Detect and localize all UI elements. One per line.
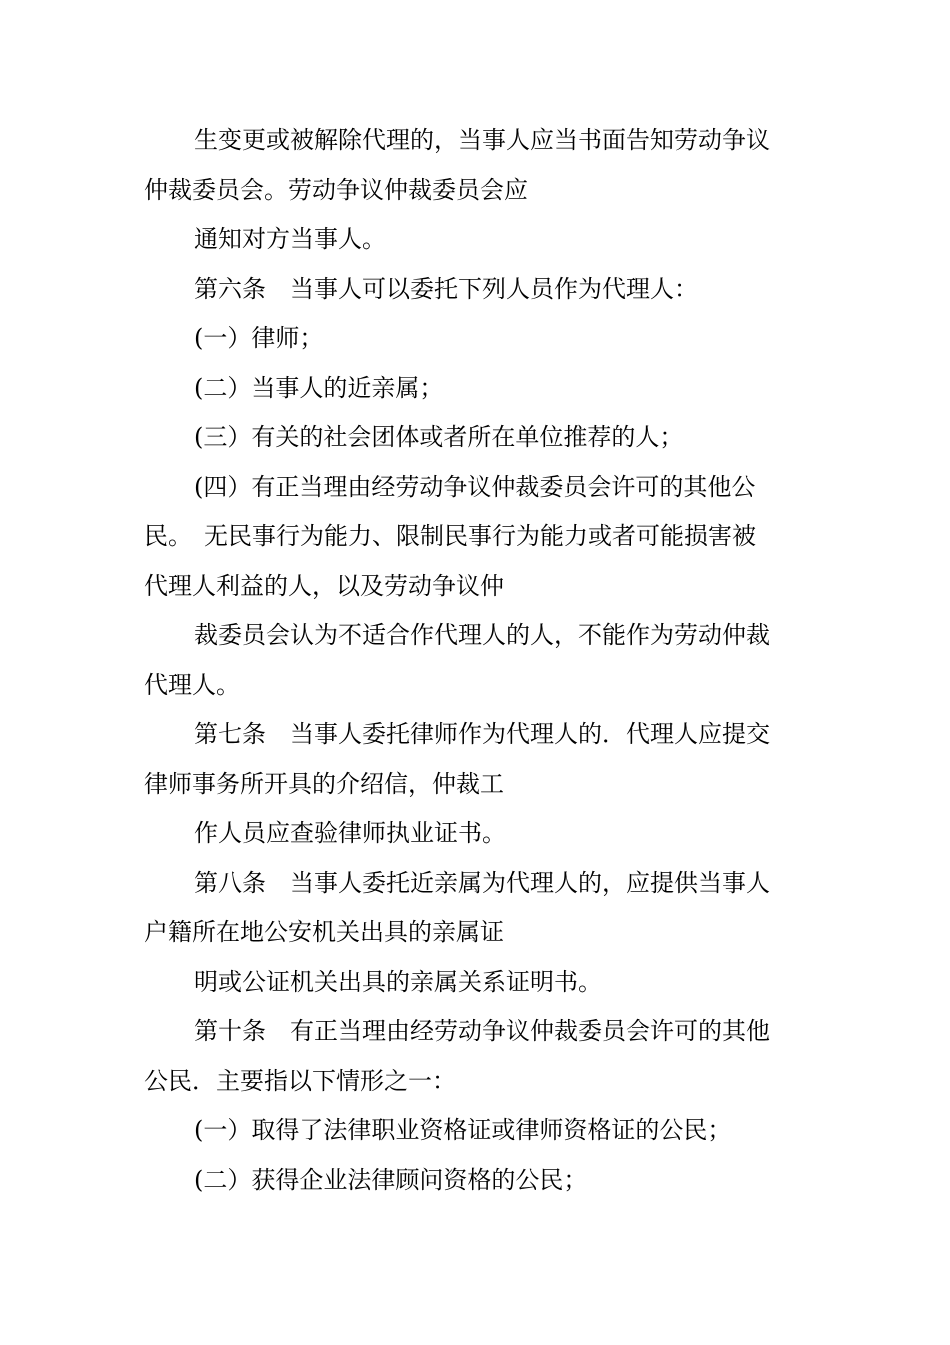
list-item: (一）律师； (194, 324, 324, 352)
list-item: (三）有关的社会团体或者所在单位推荐的人； (194, 423, 684, 451)
text-line: 律师事务所开具的介绍信，仲裁工 (144, 769, 504, 798)
list-item: (二）获得企业法律顾问资格的公民； (194, 1165, 588, 1194)
article-6-heading: 第六条 当事人可以委托下列人员作为代理人： (194, 274, 698, 303)
list-item: (二）当事人的近亲属； (194, 373, 444, 402)
text-line: 公民．主要指以下情形之一： (144, 1066, 456, 1095)
text-line: 通知对方当事人。 (194, 225, 386, 253)
text-line: 作人员应查验律师执业证书。 (194, 819, 506, 847)
article-8-heading: 第八条 当事人委托近亲属为代理人的，应提供当事人 (194, 868, 770, 897)
text-line: 代理人。 (144, 670, 240, 699)
list-item: (四）有正当理由经劳动争议仲裁委员会许可的其他公 (194, 472, 756, 501)
list-item: (一）取得了法律职业资格证或律师资格证的公民； (194, 1116, 732, 1144)
text-line: 仲裁委员会。劳动争议仲裁委员会应 (144, 175, 528, 204)
text-line: 代理人利益的人，以及劳动争议仲 (144, 571, 504, 600)
text-line: 民。 无民事行为能力、限制民事行为能力或者可能损害被 (144, 522, 756, 550)
text-line: 明或公证机关出具的亲属关系证明书。 (194, 967, 602, 996)
text-line: 户籍所在地公安机关出具的亲属证 (144, 918, 504, 946)
text-line: 裁委员会认为不适合作代理人的人，不能作为劳动仲裁 (194, 621, 770, 649)
article-7-heading: 第七条 当事人委托律师作为代理人的．代理人应提交 (194, 720, 770, 748)
article-10-heading: 第十条 有正当理由经劳动争议仲裁委员会许可的其他 (194, 1017, 770, 1045)
document-body (144, 116, 770, 1205)
text-line: 生变更或被解除代理的，当事人应当书面告知劳动争议 (194, 126, 770, 154)
